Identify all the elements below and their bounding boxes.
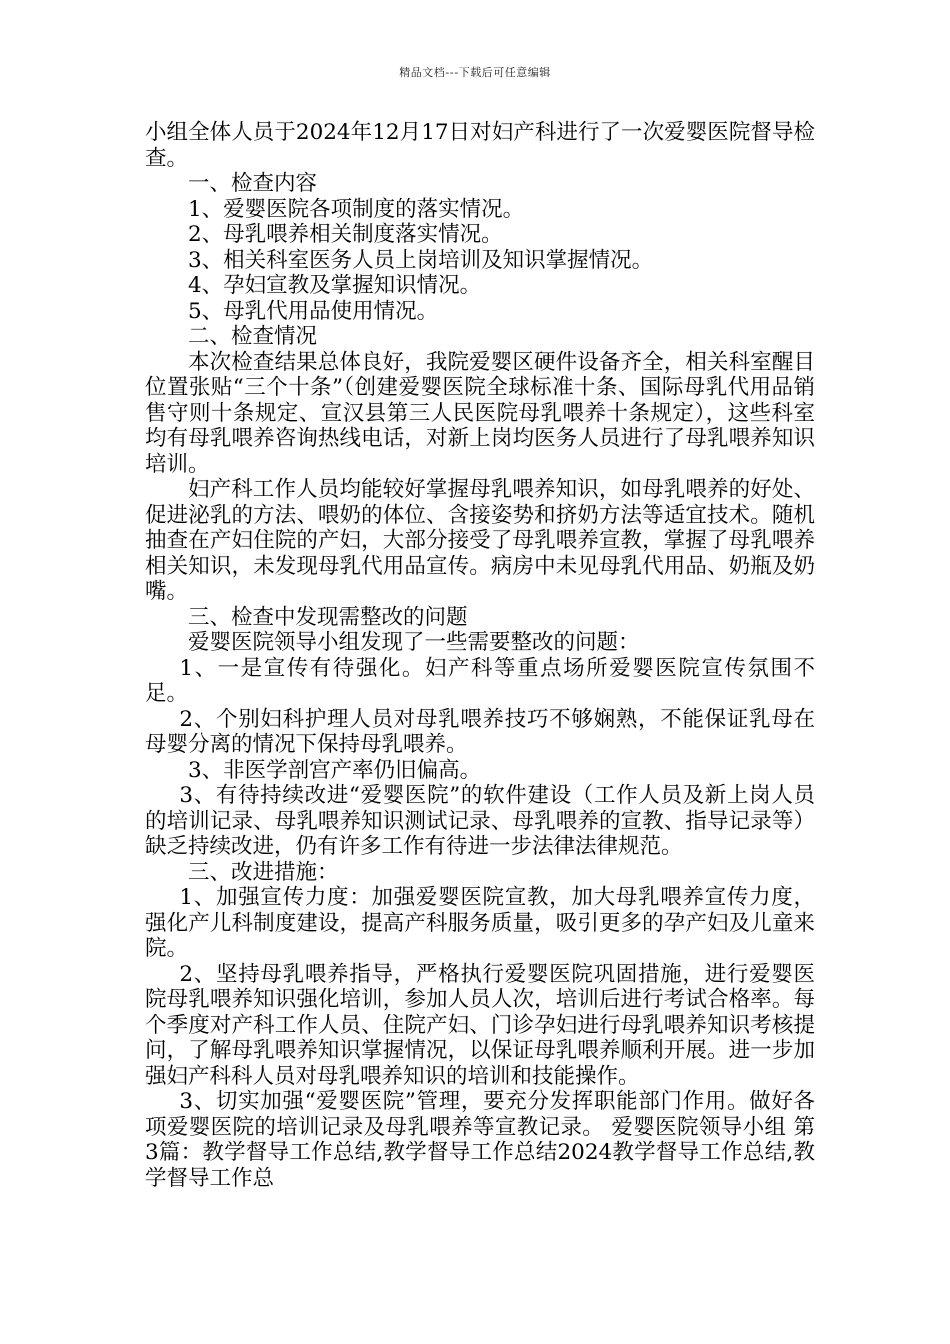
body-paragraph: 妇产科工作人员均能较好掌握母乳喂养知识，如母乳喂养的好处、促进泌乳的方法、喂奶的体位、含接姿势和挤奶方法等适宜技术。随机抽查在产妇住院的产妇，大部分接受了母乳喂养宣教，掌握了母乳喂养相关知识，未发现母乳代用品宣传。病房中未见母乳代用品、奶瓶及奶嘴。 (145, 477, 815, 604)
list-item: 1、加强宣传力度：加强爱婴医院宣教，加大母乳喂养宣传力度，强化产儿科制度建设，提高产科服务质量，吸引更多的孕产妇及儿童来院。 (145, 885, 815, 961)
section-heading-improvements: 三、改进措施： (188, 859, 339, 885)
list-item: 1、爱婴医院各项制度的落实情况。 (188, 196, 525, 222)
list-item: 3、有待持续改进“爱婴医院”的软件建设（工作人员及新上岗人员的培训记录、母乳喂养知识测试记录、母乳喂养的宣教、指导记录等）缺乏持续改进，仍有许多工作有待进一步法律法律规范。 (145, 783, 815, 859)
list-item: 2、母乳喂养相关制度落实情况。 (188, 222, 503, 247)
list-item: 5、母乳代用品使用情况。 (188, 298, 439, 324)
list-item: 4、孕妇宣教及掌握知识情况。 (188, 273, 482, 298)
document-body (145, 120, 815, 1191)
intro-paragraph: 小组全体人员于2024年12月17日对妇产科进行了一次爱婴医院督导检查。 (145, 120, 815, 171)
list-item: 3、相关科室医务人员上岗培训及知识掌握情况。 (188, 247, 654, 273)
list-item: 3、切实加强“爱婴医院”管理，要充分发挥职能部门作用。做好各项爱婴医院的培训记录及母乳喂养等宣教记录。 爱婴医院领导小组 第3篇：教学督导工作总结,教学督导工作总结2024教学督导工作总结,教学督导工作总 (145, 1089, 815, 1191)
list-item: 2、坚持母乳喂养指导，严格执行爱婴医院巩固措施，进行爱婴医院母乳喂养知识强化培训，参加人员人次，培训后进行考试合格率。每个季度对产科工作人员、住院产妇、门诊孕妇进行母乳喂养知识考核提问，了解母乳喂养知识掌握情况，以保证母乳喂养顺利开展。进一步加强妇产科科人员对母乳喂养知识的培训和技能操作。 (145, 961, 815, 1089)
body-paragraph: 本次检查结果总体良好，我院爱婴区硬件设备齐全，相关科室醒目位置张贴“三个十条”（创建爱婴医院全球标准十条、国际母乳代用品销售守则十条规定、宣汉县第三人民医院母乳喂养十条规定），这些科室均有母乳喂养咨询热线电话，对新上岗均医务人员进行了母乳喂养知识培训。 (145, 349, 815, 477)
section-heading-inspection-status: 二、检查情况 (188, 324, 318, 349)
page-header: 精品文档---下载后可任意编辑 (399, 66, 551, 79)
section-heading-inspection-content: 一、检查内容 (188, 171, 318, 196)
list-item: 1、一是宣传有待强化。妇产科等重点场所爱婴医院宣传氛围不足。 (145, 655, 815, 706)
body-paragraph: 爱婴医院领导小组发现了一些需要整改的问题： (188, 630, 640, 655)
list-item: 3、非医学剖宫产率仍旧偏高。 (188, 757, 482, 783)
list-item: 2、个别妇科护理人员对母乳喂养技巧不够娴熟，不能保证乳母在母婴分离的情况下保持母乳喂养。 (145, 706, 815, 757)
section-heading-problems: 三、检查中发现需整改的问题 (188, 604, 468, 630)
